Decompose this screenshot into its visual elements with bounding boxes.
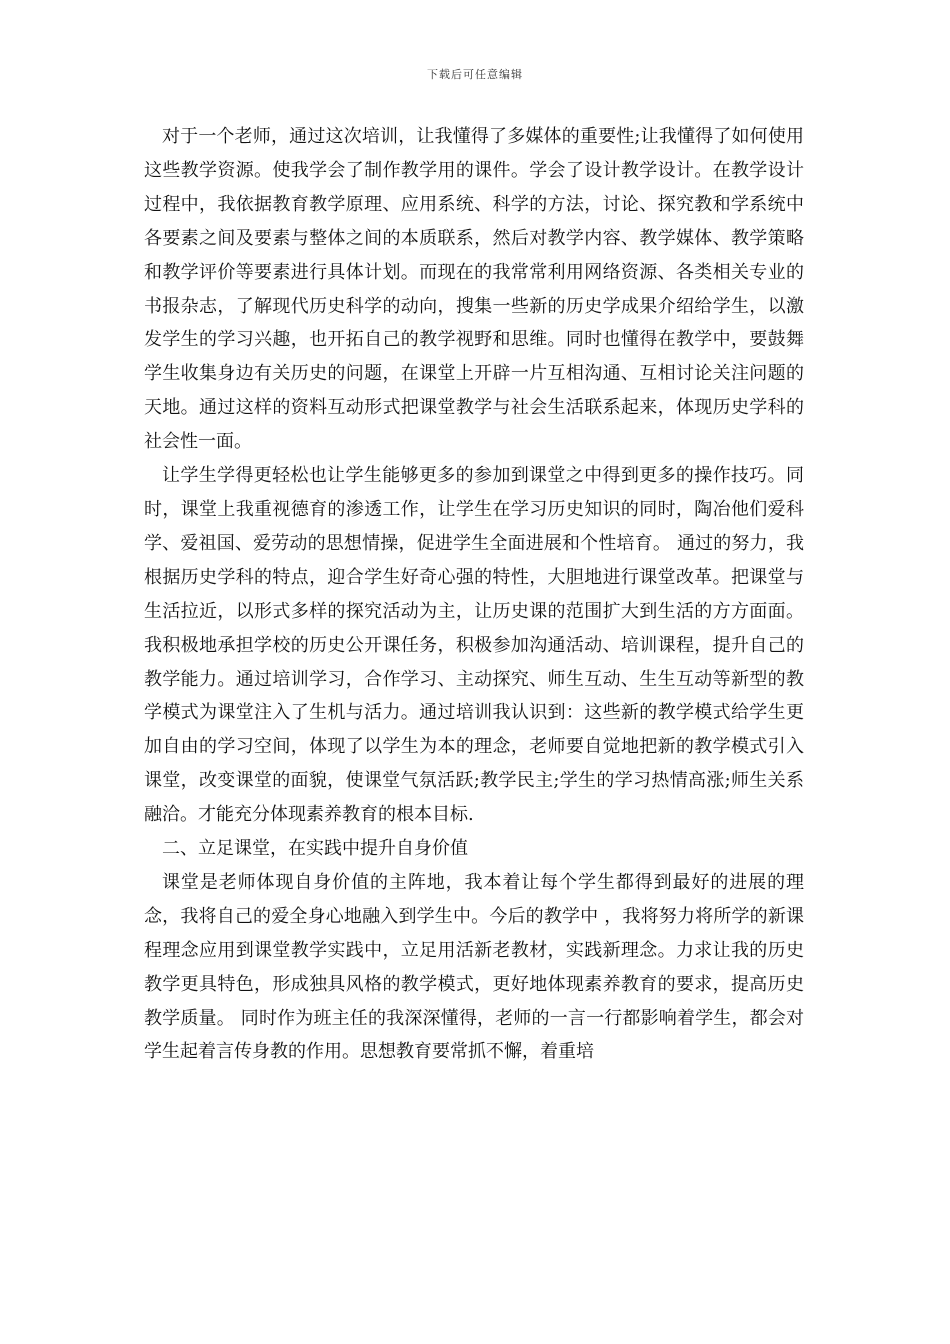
document-body [144, 120, 804, 1069]
page-header-note: 下载后可任意编辑 [427, 68, 523, 81]
paragraph-training-multimedia: 对于一个老师，通过这次培训，让我懂得了多媒体的重要性;让我懂得了如何使用这些教学资源。使我学会了制作教学用的课件。学会了设计教学设计。在教学设计过程中，我依据教育教学原理、应用系统、科学的方法，讨论、探究教和学系统中各要素之间及要素与整体之间的本质联系，然后对教学内容、教学媒体、教学策略和教学评价等要素进行具体计划。而现在的我常常利用网络资源、各类相关专业的书报杂志，了解现代历史科学的动向，搜集一些新的历史学成果介绍给学生，以激发学生的学习兴趣，也开拓自己的教学视野和思维。同时也懂得在教学中，要鼓舞学生收集身边有关历史的问题，在课堂上开辟一片互相沟通、互相讨论关注问题的天地。通过这样的资料互动形式把课堂教学与社会生活联系起来，体现历史学科的社会性一面。 [144, 126, 804, 453]
paragraph-self-value: 课堂是老师体现自身价值的主阵地，我本着让每个学生都得到最好的进展的理念，我将自己的爱全身心地融入到学生中。今后的教学中 ，我将努力将所学的新课程理念应用到课堂教学实践中，立足用活新老教材，实践新理念。力求让我的历史教学更具特色，形成独具风格的教学模式，更好地体现素养教育的要求，提高历史教学质量。 同时作为班主任的我深深懂得，老师的一言一行都影响着学生，都会对学生起着言传身教的作用。思想教育要常抓不懈，着重培 [144, 871, 804, 1063]
paragraph-classroom-reform: 让学生学得更轻松也让学生能够更多的参加到课堂之中得到更多的操作技巧。同时，课堂上我重视德育的渗透工作，让学生在学习历史知识的同时，陶冶他们爱科学、爱祖国、爱劳动的思想情操，促进学生全面进展和个性培育。 通过的努力，我根据历史学科的特点，迎合学生好奇心强的特性，大胆地进行课堂改革。把课堂与生活拉近，以形式多样的探究活动为主，让历史课的范围扩大到生活的方方面面。我积极地承担学校的历史公开课任务，积极参加沟通活动、培训课程，提升自己的教学能力。通过培训学习，合作学习、主动探究、师生互动、生生互动等新型的教学模式为课堂注入了生机与活力。通过培训我认识到：这些新的教学模式给学生更加自由的学习空间，体现了以学生为本的理念，老师要自觉地把新的教学模式引入课堂，改变课堂的面貌，使课堂气氛活跃;教学民主;学生的学习热情高涨;师生关系融洽。才能充分体现素养教育的根本目标. [144, 465, 804, 826]
section-heading-2: 二、立足课堂，在实践中提升自身价值 [162, 838, 468, 860]
